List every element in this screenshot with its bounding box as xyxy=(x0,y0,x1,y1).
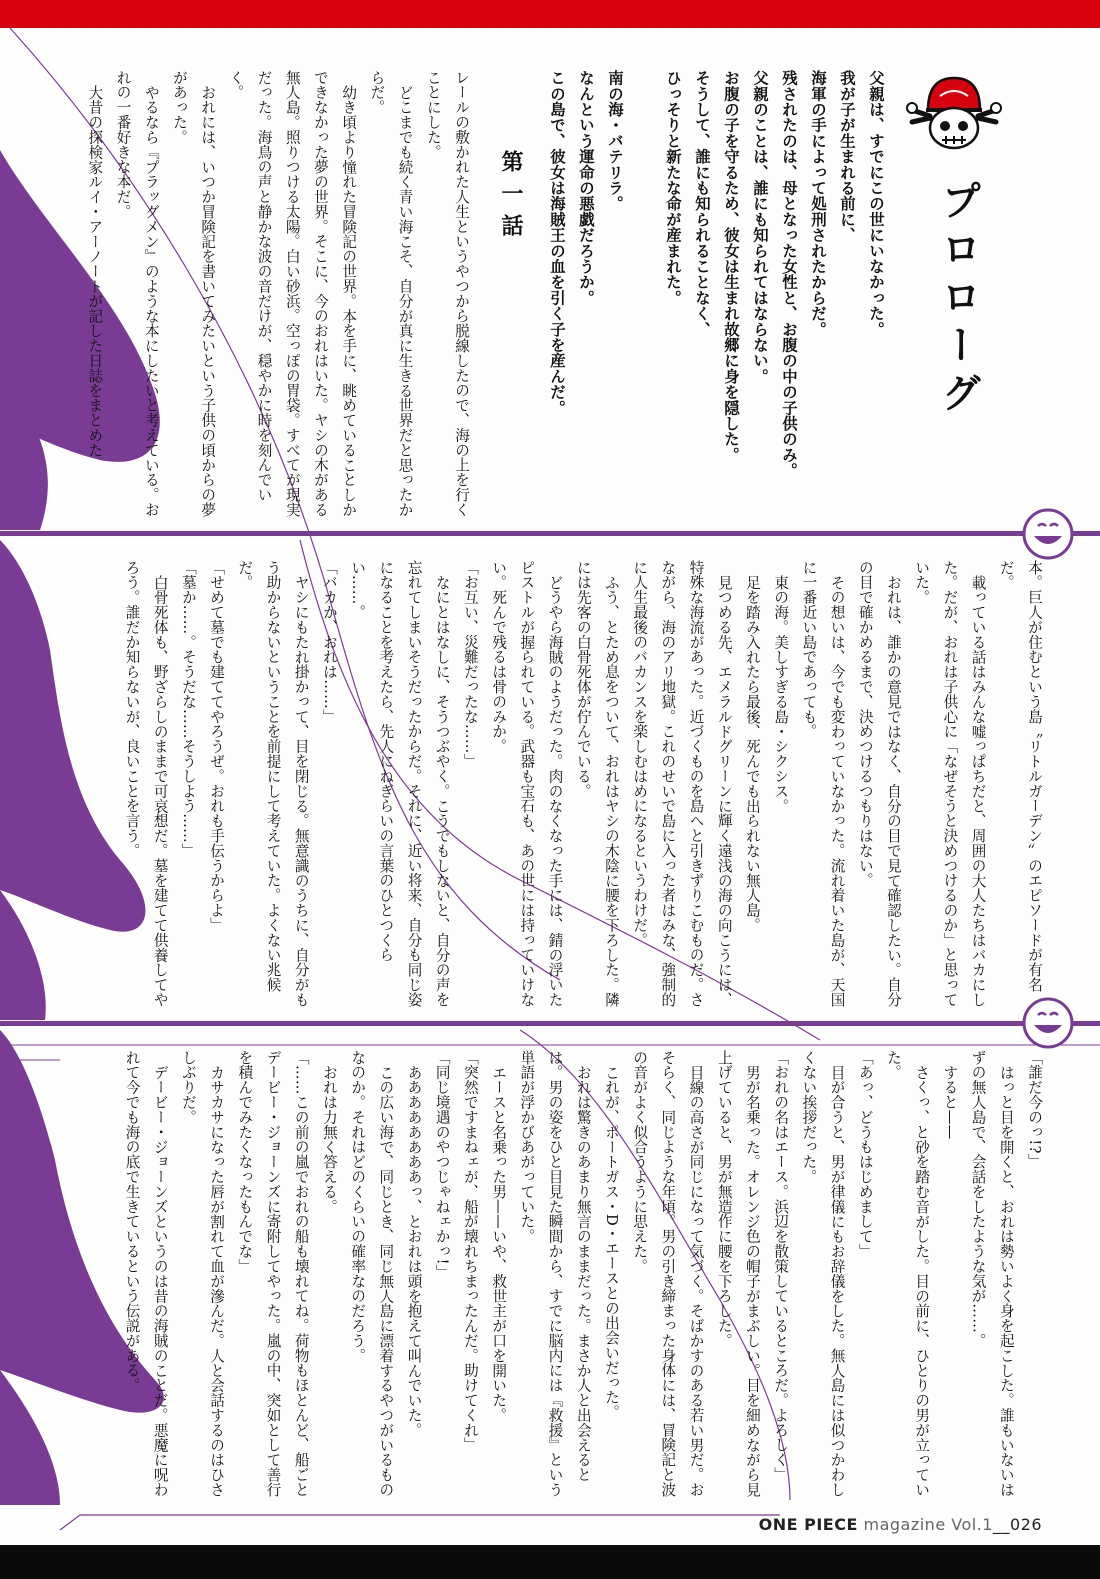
paragraph: 「お互い、災難だったな……」 xyxy=(461,560,479,769)
paragraph: やるなら『プラッグメン』のような本にしたいと考えている。おれの一番好きな本だ。 xyxy=(114,70,160,517)
paragraph: エースと名乗った男——いや、救世主が口を開いた。 xyxy=(490,1064,508,1423)
paragraph: この広い海で、同じとき、同じ無人島に漂着するやつがいるものなのか。それはどのくらいの確率なのだろう。 xyxy=(349,1050,395,1497)
paragraph: 白骨死体も、野ざらしのままで可哀想だ。墓を建てて供養してやろう。誰だか知らないが、良いことを言う。 xyxy=(123,560,169,1007)
paragraph: はっと目を開くと、おれは勢いよく身を起こした。誰もいないはずの無人島で、会話をしたような気が……。 xyxy=(969,1050,1015,1497)
paragraph: 目が合うと、男が律儀にもお辞儀をした。無人島には似つかわしくない挨拶だった。 xyxy=(800,1050,846,1497)
footer-separator: __ xyxy=(992,1515,1010,1534)
prologue-text xyxy=(548,70,890,530)
paragraph: 「誰だ今のっ!?」 xyxy=(1026,1050,1043,1169)
prologue-line: 父親のことは、誰にも知られてはならない。 xyxy=(751,70,769,384)
paragraph: さくっ、と砂を踏む音がした。目の前に、ひとりの男が立っていた。 xyxy=(884,1050,931,1497)
prologue-line: 我が子が生まれる前に、 xyxy=(838,70,856,243)
paragraph: どうやら海賊のようだった。肉のなくなった手には、錆の浮いたピストルが握られている。武器も宝石も、あの世には持っていけない。死んで残るは骨のみか。 xyxy=(490,560,564,1007)
chapter1-text-bottom xyxy=(88,1050,1048,1505)
paragraph: 「あっ、どうもはじめまして」 xyxy=(856,1050,874,1259)
paragraph: 目線の高さが同じになって気づく。そばかすのある若い男だ。おそらく、同じような年頃。男の引き締まった身体には、冒険記と波の音がよく似合うように思えた。 xyxy=(631,1050,705,1497)
paragraph: どこまでも続く青い海こそ、自分が真に生きる世界だと思ったからだ。 xyxy=(368,70,414,517)
paragraph: 載っている話はみんな嘘っぱちだと、周囲の大人たちはバカにした。だが、おれは子供心に「なぜそうと決めつけるのか」と思っていた。 xyxy=(913,560,987,1007)
paragraph: ヤシにもたれ掛かって、目を閉じる。無意識のうちに、自分がもう助からないということを前提にして考えていた。よくない兆候だ。 xyxy=(236,560,310,1007)
paragraph: 「せめて墓でも建ててやろうぜ。おれも手伝うからよ」 xyxy=(208,560,226,933)
paragraph: 男が名乗った。オレンジ色の帽子がまぶしい。目を細めながら見上げていると、男が無造作に腰を下ろした。 xyxy=(715,1050,761,1497)
paragraph: なにとはなしに、そうつぶやく。こうでもしないと、自分の声を忘れてしまいそうだったからだ。それに、近い将来、自分も同じ姿になることを考えたら、先人にねぎらいの言葉のひとつくらい……。 xyxy=(349,560,451,1007)
paragraph: 見つめる先、エメラルドグリーンに輝く遠浅の海の向こうには、特殊な海流があった。近づくものを島へと引きずりこむものだ。さながら、海のアリ地獄。これのせいで島に入った者はみな、強制的に人生最後のバカンスを楽しむはめになるというわけだ。 xyxy=(631,560,733,1007)
paragraph: これが、ポートガス・D・エースとの出会いだった。 xyxy=(602,1064,620,1420)
prologue-line: そうして、誰にも知られることなく、 xyxy=(693,70,711,337)
paragraph: 「おれの名はエース。浜辺を散策しているところだ。よろしく」 xyxy=(772,1050,790,1483)
paragraph: 東の海。美しすぎる島・シクシス。 xyxy=(772,574,790,813)
page-footer xyxy=(759,1515,1042,1534)
paragraph: すると—— xyxy=(941,1064,959,1140)
paragraph: その想いは、今でも変わっていなかった。流れ着いた島が、天国に一番近い島であっても。 xyxy=(800,560,846,1007)
paragraph: 幼き頃より憧れた冒険記の世界。本を手に、眺めていることしかできなかった夢の世界。そこに、今のおれはいた。ヤシの木がある無人島。照りつける太陽。白い砂浜。空っぽの胃袋。すべてが現実だった。海鳥の声と静かな波の音だけが、穏やかに時を刻んでいく。 xyxy=(227,70,358,517)
prologue-line: お腹の子を守るため、彼女は生まれ故郷に身を隠した。 xyxy=(722,70,740,463)
prologue-line: 南の海・バテリラ。 xyxy=(606,70,624,212)
paragraph: おれは驚きのあまり無言のままだった。まさか人と出会えるとは。男の姿をひと目見た瞬間から、すでに脳内には『救援』という単語が浮かびあがっていた。 xyxy=(518,1050,592,1497)
footer-brand: ONE PIECE xyxy=(758,1515,858,1534)
prologue-line: 海軍の手によって処刑されたからだ。 xyxy=(809,70,827,337)
chapter1-text-top xyxy=(86,70,475,525)
footer-magazine: magazine Vol.1 xyxy=(857,1515,993,1534)
paragraph: 「……この前の嵐でおれの船も壊れてね。荷物もほとんど、船ごとデービー・ジョーンズに寄附してやった。嵐の中、突如として善行を積んでみたくなったもんでな」 xyxy=(236,1050,310,1497)
paragraph: 「バカか、おれは……」 xyxy=(320,560,338,724)
paragraph: 「突然ですまねェが、船が壊れちまったんだ。助けてくれ」 xyxy=(461,1050,479,1453)
paragraph: おれは力無く答える。 xyxy=(320,1064,338,1214)
section-divider-top xyxy=(0,531,1100,536)
paragraph: ふう、とため息をついて、おれはヤシの木陰に腰を下ろした。隣には先客の白骨死体が佇んでいる。 xyxy=(574,560,620,1007)
paragraph: 「墓か……。そうだな……そうしよう……」 xyxy=(179,560,197,858)
ace-jolly-roger-logo xyxy=(906,70,1002,166)
prologue-line: 残されたのは、母となった女性と、お腹の中の子供のみ。 xyxy=(780,70,798,479)
paragraph: 本。巨人が住むという島〝リトルガーデン〟のエピソードが有名だ。 xyxy=(997,560,1043,993)
prologue-title: プロローグ xyxy=(935,180,981,420)
paragraph: 「同じ境遇のやつじゃねェかっ!」 xyxy=(433,1050,451,1280)
prologue-line: ひっそりと新たな命が産まれた。 xyxy=(664,70,682,306)
grinning-face-emblem xyxy=(1022,508,1074,560)
page-number: 026 xyxy=(1009,1515,1042,1534)
paragraph: おれには、いつか冒険記を書いてみたいという子供の頃からの夢があった。 xyxy=(170,70,217,517)
paragraph: デービー・ジョーンズというのは昔の海賊のことだ。悪魔に呪われて今でも海の底で生きているという伝説がある。 xyxy=(123,1050,169,1497)
bottom-black-bar xyxy=(0,1545,1100,1579)
paragraph: レールの敷かれた人生というやつから脱線したので、海の上を行くことにした。 xyxy=(424,70,470,517)
chapter-title: 第一話 xyxy=(498,150,523,246)
prologue-line: この島で、彼女は海賊王の血を引く子を産んだ。 xyxy=(548,70,566,416)
prologue-line: 父親は、すでにこの世にいなかった。 xyxy=(867,70,885,337)
chapter1-text-middle xyxy=(88,560,1048,1010)
paragraph: 大昔の探検家ルイ・アーノートが記した日誌をまとめた xyxy=(86,84,104,458)
paragraph: ああああああああっ、とおれは頭を抱えて叫んでいた。 xyxy=(405,1064,423,1438)
paragraph: カサカサになった唇が割れて血が滲んだ。人と会話するのはひさしぶりだ。 xyxy=(179,1050,226,1497)
paragraph: おれは、誰かの意見ではなく、自分の目で見て確認したい。自分の目で確かめるまで、決めつけるつもりはない。 xyxy=(856,560,902,1007)
paragraph: 足を踏み入れたら最後、死んでも出られない無人島。 xyxy=(743,574,761,933)
prologue-spacer xyxy=(629,70,658,530)
prologue-line: なんという運命の悪戯だろうか。 xyxy=(577,70,595,306)
section-divider-bottom xyxy=(0,1021,1100,1026)
